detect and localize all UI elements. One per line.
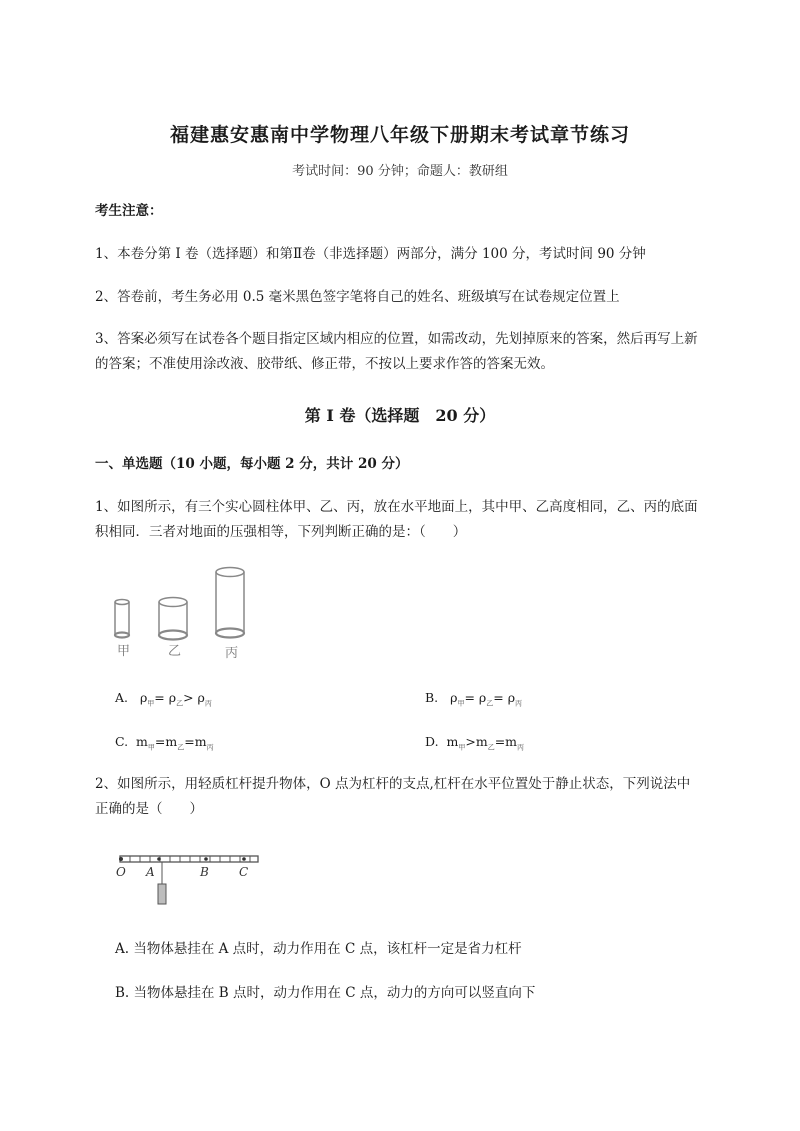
q2-text-line2: 正确的是（ ） xyxy=(95,801,203,817)
cylinder-jia xyxy=(115,600,129,638)
point-b xyxy=(204,857,208,861)
cylinder-yi xyxy=(159,598,187,640)
notice-item-2: 2、答卷前，考生务必用 0.5 毫米黑色签字笔将自己的姓名、班级填写在试卷规定位置上 xyxy=(95,289,620,305)
q1-option-b[interactable]: B. $\rho_甲= \rho_乙= \rho_丙$ xyxy=(425,690,523,708)
q1-text-line1: 1、如图所示，有三个实心圆柱体甲、乙、丙，放在水平地面上，其中甲、乙高度相同，乙、丙的底面 xyxy=(95,499,698,515)
q1-option-d[interactable]: D. $m_甲>m_乙=m_丙$ xyxy=(425,734,525,752)
page-subtitle: 考试时间：90 分钟；命题人：教研组 xyxy=(292,164,508,179)
q1-option-c[interactable]: C. $m_甲=m_乙=m_丙$ xyxy=(115,734,214,752)
label-b: B xyxy=(200,865,209,879)
point-c xyxy=(242,857,246,861)
label-a: A xyxy=(146,865,155,879)
point-a xyxy=(157,857,161,861)
label-yi: 乙 xyxy=(168,644,182,659)
notice-item-3-cont: 的答案；不准使用涂改液、胶带纸、修正带，不按以上要求作答的答案无效。 xyxy=(95,356,554,372)
cylinder-bing xyxy=(216,568,244,638)
label-jia: 甲 xyxy=(117,644,131,659)
cylinders-figure xyxy=(100,560,260,670)
section-title: 第 I 卷（选择题 20 分） xyxy=(304,406,496,425)
notice-heading: 考生注意： xyxy=(95,203,163,219)
lever-bar xyxy=(120,856,258,862)
label-bing: 丙 xyxy=(225,646,239,661)
hanging-weight xyxy=(158,884,166,904)
q2-text-line1: 2、如图所示，用轻质杠杆提升物体，O 点为杠杆的支点,杠杆在水平位置处于静止状态，下列说法中 xyxy=(95,776,691,792)
q2-option-a[interactable]: A. 当物体悬挂在 A 点时，动力作用在 C 点，该杠杆一定是省力杠杆 xyxy=(115,941,522,957)
q1-option-a[interactable]: A. $\rho_甲= \rho_乙> \rho_丙$ xyxy=(115,690,212,708)
label-o: O xyxy=(116,865,126,879)
pivot-point-o xyxy=(119,857,123,861)
label-c: C xyxy=(239,865,249,879)
notice-item-1: 1、本卷分第 I 卷（选择题）和第Ⅱ卷（非选择题）两部分，满分 100 分，考试时间 90 分钟 xyxy=(95,246,646,262)
page-title: 福建惠安惠南中学物理八年级下册期末考试章节练习 xyxy=(169,124,630,146)
part-heading: 一、单选题（10 小题，每小题 2 分，共计 20 分） xyxy=(95,456,409,472)
notice-item-3: 3、答案必须写在试卷各个题目指定区域内相应的位置，如需改动，先划掉原来的答案，然后再写上新 xyxy=(95,331,698,347)
q2-option-b[interactable]: B. 当物体悬挂在 B 点时，动力作用在 C 点，动力的方向可以竖直向下 xyxy=(115,985,536,1001)
lever-figure xyxy=(110,848,270,913)
q1-text-line2: 积相同．三者对地面的压强相等，下列判断正确的是：（ ） xyxy=(95,524,467,540)
